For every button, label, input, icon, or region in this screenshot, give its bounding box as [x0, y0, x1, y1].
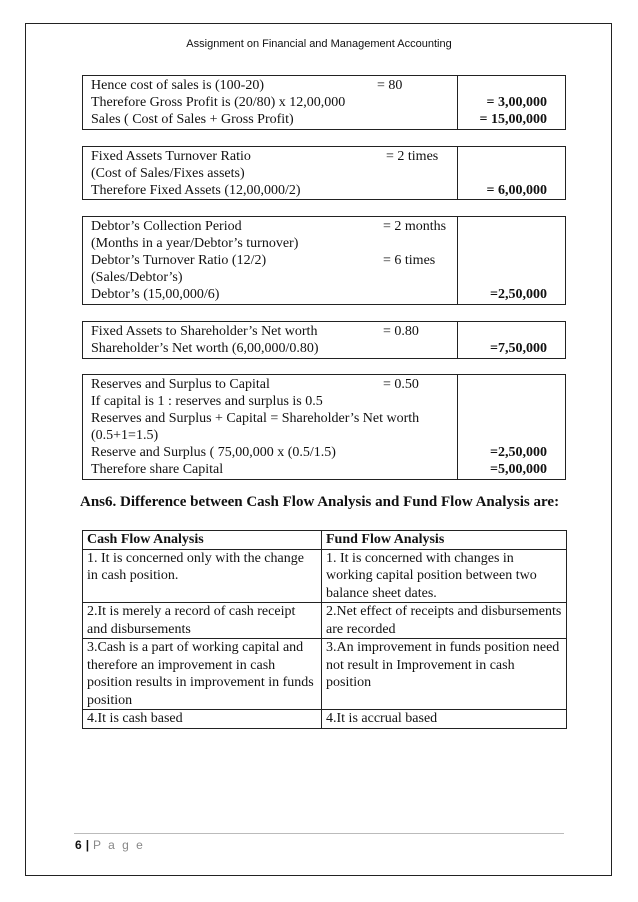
- calc-block-debtors: [82, 216, 566, 305]
- calc-line: Reserves and Surplus to Capital: [91, 377, 270, 392]
- page-header: Assignment on Financial and Management Accounting: [186, 38, 452, 50]
- calc-line: If capital is 1 : reserves and surplus is 0.5: [91, 394, 323, 409]
- page-footer: [75, 838, 145, 852]
- calc-line: Debtor’s Collection Period: [91, 219, 242, 234]
- calc-intermediate-value: = 2 times: [386, 149, 439, 164]
- calc-intermediate-value: = 6 times: [383, 253, 436, 268]
- calc-line: Sales ( Cost of Sales + Gross Profit): [91, 112, 294, 127]
- calc-intermediate-value: = 0.80: [383, 324, 419, 339]
- table-cell: 1. It is concerned only with the change in cash position.: [83, 549, 322, 603]
- table-cell: 4.It is accrual based: [322, 710, 567, 729]
- page-number: 6: [75, 838, 82, 852]
- calc-block-reserves: [82, 374, 566, 480]
- calc-line: Reserves and Surplus + Capital = Shareholder’s Net worth: [91, 411, 420, 426]
- calc-block-cost-of-sales: [82, 75, 566, 130]
- calc-result: = 15,00,000: [479, 112, 547, 127]
- comparison-table: [82, 530, 567, 729]
- calc-line: (Sales/Debtor’s): [91, 270, 183, 285]
- table-row: [83, 549, 567, 603]
- calc-line: Reserve and Surplus ( 75,00,000 x (0.5/1.5): [91, 445, 336, 460]
- table-cell: 2.It is merely a record of cash receipt and disbursements: [83, 603, 322, 639]
- calc-result: = 3,00,000: [486, 95, 547, 110]
- calc-intermediate-value: = 0.50: [383, 377, 419, 392]
- column-header: Cash Flow Analysis: [83, 531, 322, 550]
- table-cell: 3.An improvement in funds position need not result in Improvement in cash position: [322, 639, 567, 710]
- calc-line: Hence cost of sales is (100-20): [91, 78, 265, 93]
- footer-separator: |: [85, 838, 90, 852]
- calc-intermediate-value: = 2 months: [383, 219, 447, 234]
- column-header: Fund Flow Analysis: [322, 531, 567, 550]
- answer-heading: Ans6. Difference between Cash Flow Analysis and Fund Flow Analysis are:: [80, 494, 560, 510]
- table-row: [83, 639, 567, 710]
- calc-line: Debtor’s (15,00,000/6): [91, 287, 220, 302]
- calc-line: Debtor’s Turnover Ratio (12/2): [91, 253, 267, 268]
- calc-line: Therefore Fixed Assets (12,00,000/2): [91, 183, 301, 198]
- table-cell: 1. It is concerned with changes in working capital position between two balance sheet dates.: [322, 549, 567, 603]
- calc-result: = 6,00,000: [486, 183, 547, 198]
- table-row: [83, 710, 567, 729]
- calc-line: (Months in a year/Debtor’s turnover): [91, 236, 299, 251]
- table-cell: 4.It is cash based: [83, 710, 322, 729]
- page-label: P a g e: [93, 838, 145, 852]
- table-header-row: [83, 531, 567, 550]
- calc-line: Shareholder’s Net worth (6,00,000/0.80): [91, 341, 319, 356]
- table-cell: 3.Cash is a part of working capital and therefore an improvement in cash position results in improvement in funds position: [83, 639, 322, 710]
- calc-intermediate-value: = 80: [377, 78, 403, 93]
- footer-divider: [74, 833, 564, 834]
- calc-line: Fixed Assets Turnover Ratio: [91, 149, 251, 164]
- calc-result: =2,50,000: [490, 287, 547, 302]
- calc-line: Therefore Gross Profit is (20/80) x 12,00,000: [91, 95, 346, 110]
- calc-block-fixed-assets: [82, 146, 566, 200]
- table-row: [83, 603, 567, 639]
- table-cell: 2.Net effect of receipts and disbursements are recorded: [322, 603, 567, 639]
- calc-line: Therefore share Capital: [91, 462, 224, 477]
- calc-result: =7,50,000: [490, 341, 547, 356]
- calc-line: (Cost of Sales/Fixes assets): [91, 166, 245, 181]
- calc-block-net-worth: [82, 321, 566, 359]
- calc-line: Fixed Assets to Shareholder’s Net worth: [91, 324, 318, 339]
- calc-result: =2,50,000: [490, 445, 547, 460]
- calc-result: =5,00,000: [490, 462, 547, 477]
- calc-line: (0.5+1=1.5): [91, 428, 159, 443]
